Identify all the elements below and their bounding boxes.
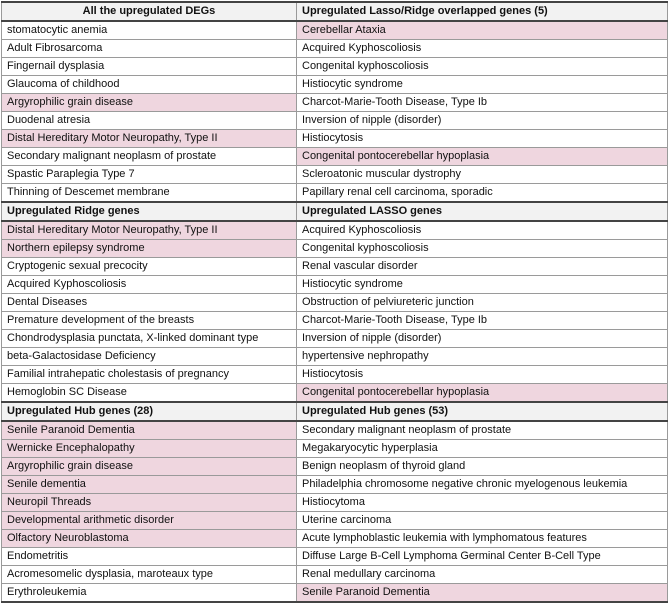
table-row (2, 130, 668, 148)
table-cell: Congenital kyphoscoliosis (297, 58, 668, 76)
table-cell: Obstruction of pelviureteric junction (297, 294, 668, 312)
section-header-row (2, 402, 668, 421)
section-header-row (2, 2, 668, 21)
highlighted-cell: Neuropil Threads (2, 494, 297, 512)
table-cell: Megakaryocytic hyperplasia (297, 440, 668, 458)
table-cell: Histiocytosis (297, 366, 668, 384)
table-cell: Acute lymphoblastic leukemia with lymphomatous features (297, 530, 668, 548)
table-row (2, 58, 668, 76)
table-cell: Acquired Kyphoscoliosis (2, 276, 297, 294)
table-cell: Histiocytic syndrome (297, 276, 668, 294)
section-header-cell: Upregulated Ridge genes (2, 202, 297, 221)
highlighted-cell: Senile Paranoid Dementia (297, 584, 668, 603)
table-row (2, 440, 668, 458)
table-cell: Benign neoplasm of thyroid gland (297, 458, 668, 476)
table-row (2, 530, 668, 548)
table-row (2, 258, 668, 276)
highlighted-cell: Wernicke Encephalopathy (2, 440, 297, 458)
table-cell: Glaucoma of childhood (2, 76, 297, 94)
table-cell: Erythroleukemia (2, 584, 297, 603)
table-row (2, 384, 668, 403)
table-cell: Fingernail dysplasia (2, 58, 297, 76)
section-header-cell: Upregulated Hub genes (28) (2, 402, 297, 421)
table-cell: Histiocytosis (297, 130, 668, 148)
highlighted-cell: Congenital pontocerebellar hypoplasia (297, 384, 668, 403)
table-cell: Secondary malignant neoplasm of prostate (2, 148, 297, 166)
table-cell: beta-Galactosidase Deficiency (2, 348, 297, 366)
table-cell: Chondrodysplasia punctata, X-linked dominant type (2, 330, 297, 348)
table-cell: Scleroatonic muscular dystrophy (297, 166, 668, 184)
table-cell: Inversion of nipple (disorder) (297, 330, 668, 348)
highlighted-cell: Developmental arithmetic disorder (2, 512, 297, 530)
table-row (2, 184, 668, 203)
section-header-cell: Upregulated LASSO genes (297, 202, 668, 221)
table-cell: Acromesomelic dysplasia, maroteaux type (2, 566, 297, 584)
table-row (2, 312, 668, 330)
section-header-cell: All the upregulated DEGs (2, 2, 297, 21)
table-cell: Adult Fibrosarcoma (2, 40, 297, 58)
highlighted-cell: Senile Paranoid Dementia (2, 421, 297, 440)
table-cell: Congenital kyphoscoliosis (297, 240, 668, 258)
table-row (2, 21, 668, 40)
highlighted-cell: Olfactory Neuroblastoma (2, 530, 297, 548)
table-row (2, 458, 668, 476)
table-cell: Diffuse Large B-Cell Lymphoma Germinal Center B-Cell Type (297, 548, 668, 566)
table-cell: Thinning of Descemet membrane (2, 184, 297, 203)
table-cell: Renal vascular disorder (297, 258, 668, 276)
table-cell: Uterine carcinoma (297, 512, 668, 530)
table-row (2, 476, 668, 494)
table-row (2, 494, 668, 512)
table-row (2, 166, 668, 184)
table-cell: Hemoglobin SC Disease (2, 384, 297, 403)
table-cell: Spastic Paraplegia Type 7 (2, 166, 297, 184)
table-cell: Endometritis (2, 548, 297, 566)
highlighted-cell: Senile dementia (2, 476, 297, 494)
section-header-cell: Upregulated Lasso/Ridge overlapped genes (5) (297, 2, 668, 21)
table-cell: Secondary malignant neoplasm of prostate (297, 421, 668, 440)
table-row (2, 421, 668, 440)
table-row (2, 548, 668, 566)
table-row (2, 276, 668, 294)
highlighted-cell: Cerebellar Ataxia (297, 21, 668, 40)
highlighted-cell: Argyrophilic grain disease (2, 94, 297, 112)
table-cell: Papillary renal cell carcinoma, sporadic (297, 184, 668, 203)
table-cell: Philadelphia chromosome negative chronic myelogenous leukemia (297, 476, 668, 494)
table-row (2, 240, 668, 258)
table-row (2, 566, 668, 584)
table-row (2, 366, 668, 384)
table-cell: Histiocytic syndrome (297, 76, 668, 94)
table-cell: Acquired Kyphoscoliosis (297, 221, 668, 240)
table-cell: Charcot-Marie-Tooth Disease, Type Ib (297, 94, 668, 112)
section-header-cell: Upregulated Hub genes (53) (297, 402, 668, 421)
highlighted-cell: Northern epilepsy syndrome (2, 240, 297, 258)
table-cell: Renal medullary carcinoma (297, 566, 668, 584)
table-row (2, 348, 668, 366)
table-row (2, 330, 668, 348)
gene-disease-table (1, 1, 668, 603)
table-cell: Premature development of the breasts (2, 312, 297, 330)
table-cell: Acquired Kyphoscoliosis (297, 40, 668, 58)
table-row (2, 584, 668, 603)
highlighted-cell: Distal Hereditary Motor Neuropathy, Type II (2, 221, 297, 240)
table-row (2, 112, 668, 130)
table-cell: Duodenal atresia (2, 112, 297, 130)
table-row (2, 40, 668, 58)
highlighted-cell: Argyrophilic grain disease (2, 458, 297, 476)
table-row (2, 94, 668, 112)
table-row (2, 294, 668, 312)
table-cell: hypertensive nephropathy (297, 348, 668, 366)
table-cell: Histiocytoma (297, 494, 668, 512)
table-row (2, 512, 668, 530)
table-cell: Familial intrahepatic cholestasis of pregnancy (2, 366, 297, 384)
table-cell: Dental Diseases (2, 294, 297, 312)
table-cell: stomatocytic anemia (2, 21, 297, 40)
section-header-row (2, 202, 668, 221)
table-row (2, 76, 668, 94)
table-row (2, 221, 668, 240)
table-row (2, 148, 668, 166)
highlighted-cell: Distal Hereditary Motor Neuropathy, Type II (2, 130, 297, 148)
table-cell: Charcot-Marie-Tooth Disease, Type Ib (297, 312, 668, 330)
table-cell: Inversion of nipple (disorder) (297, 112, 668, 130)
highlighted-cell: Congenital pontocerebellar hypoplasia (297, 148, 668, 166)
table-cell: Cryptogenic sexual precocity (2, 258, 297, 276)
